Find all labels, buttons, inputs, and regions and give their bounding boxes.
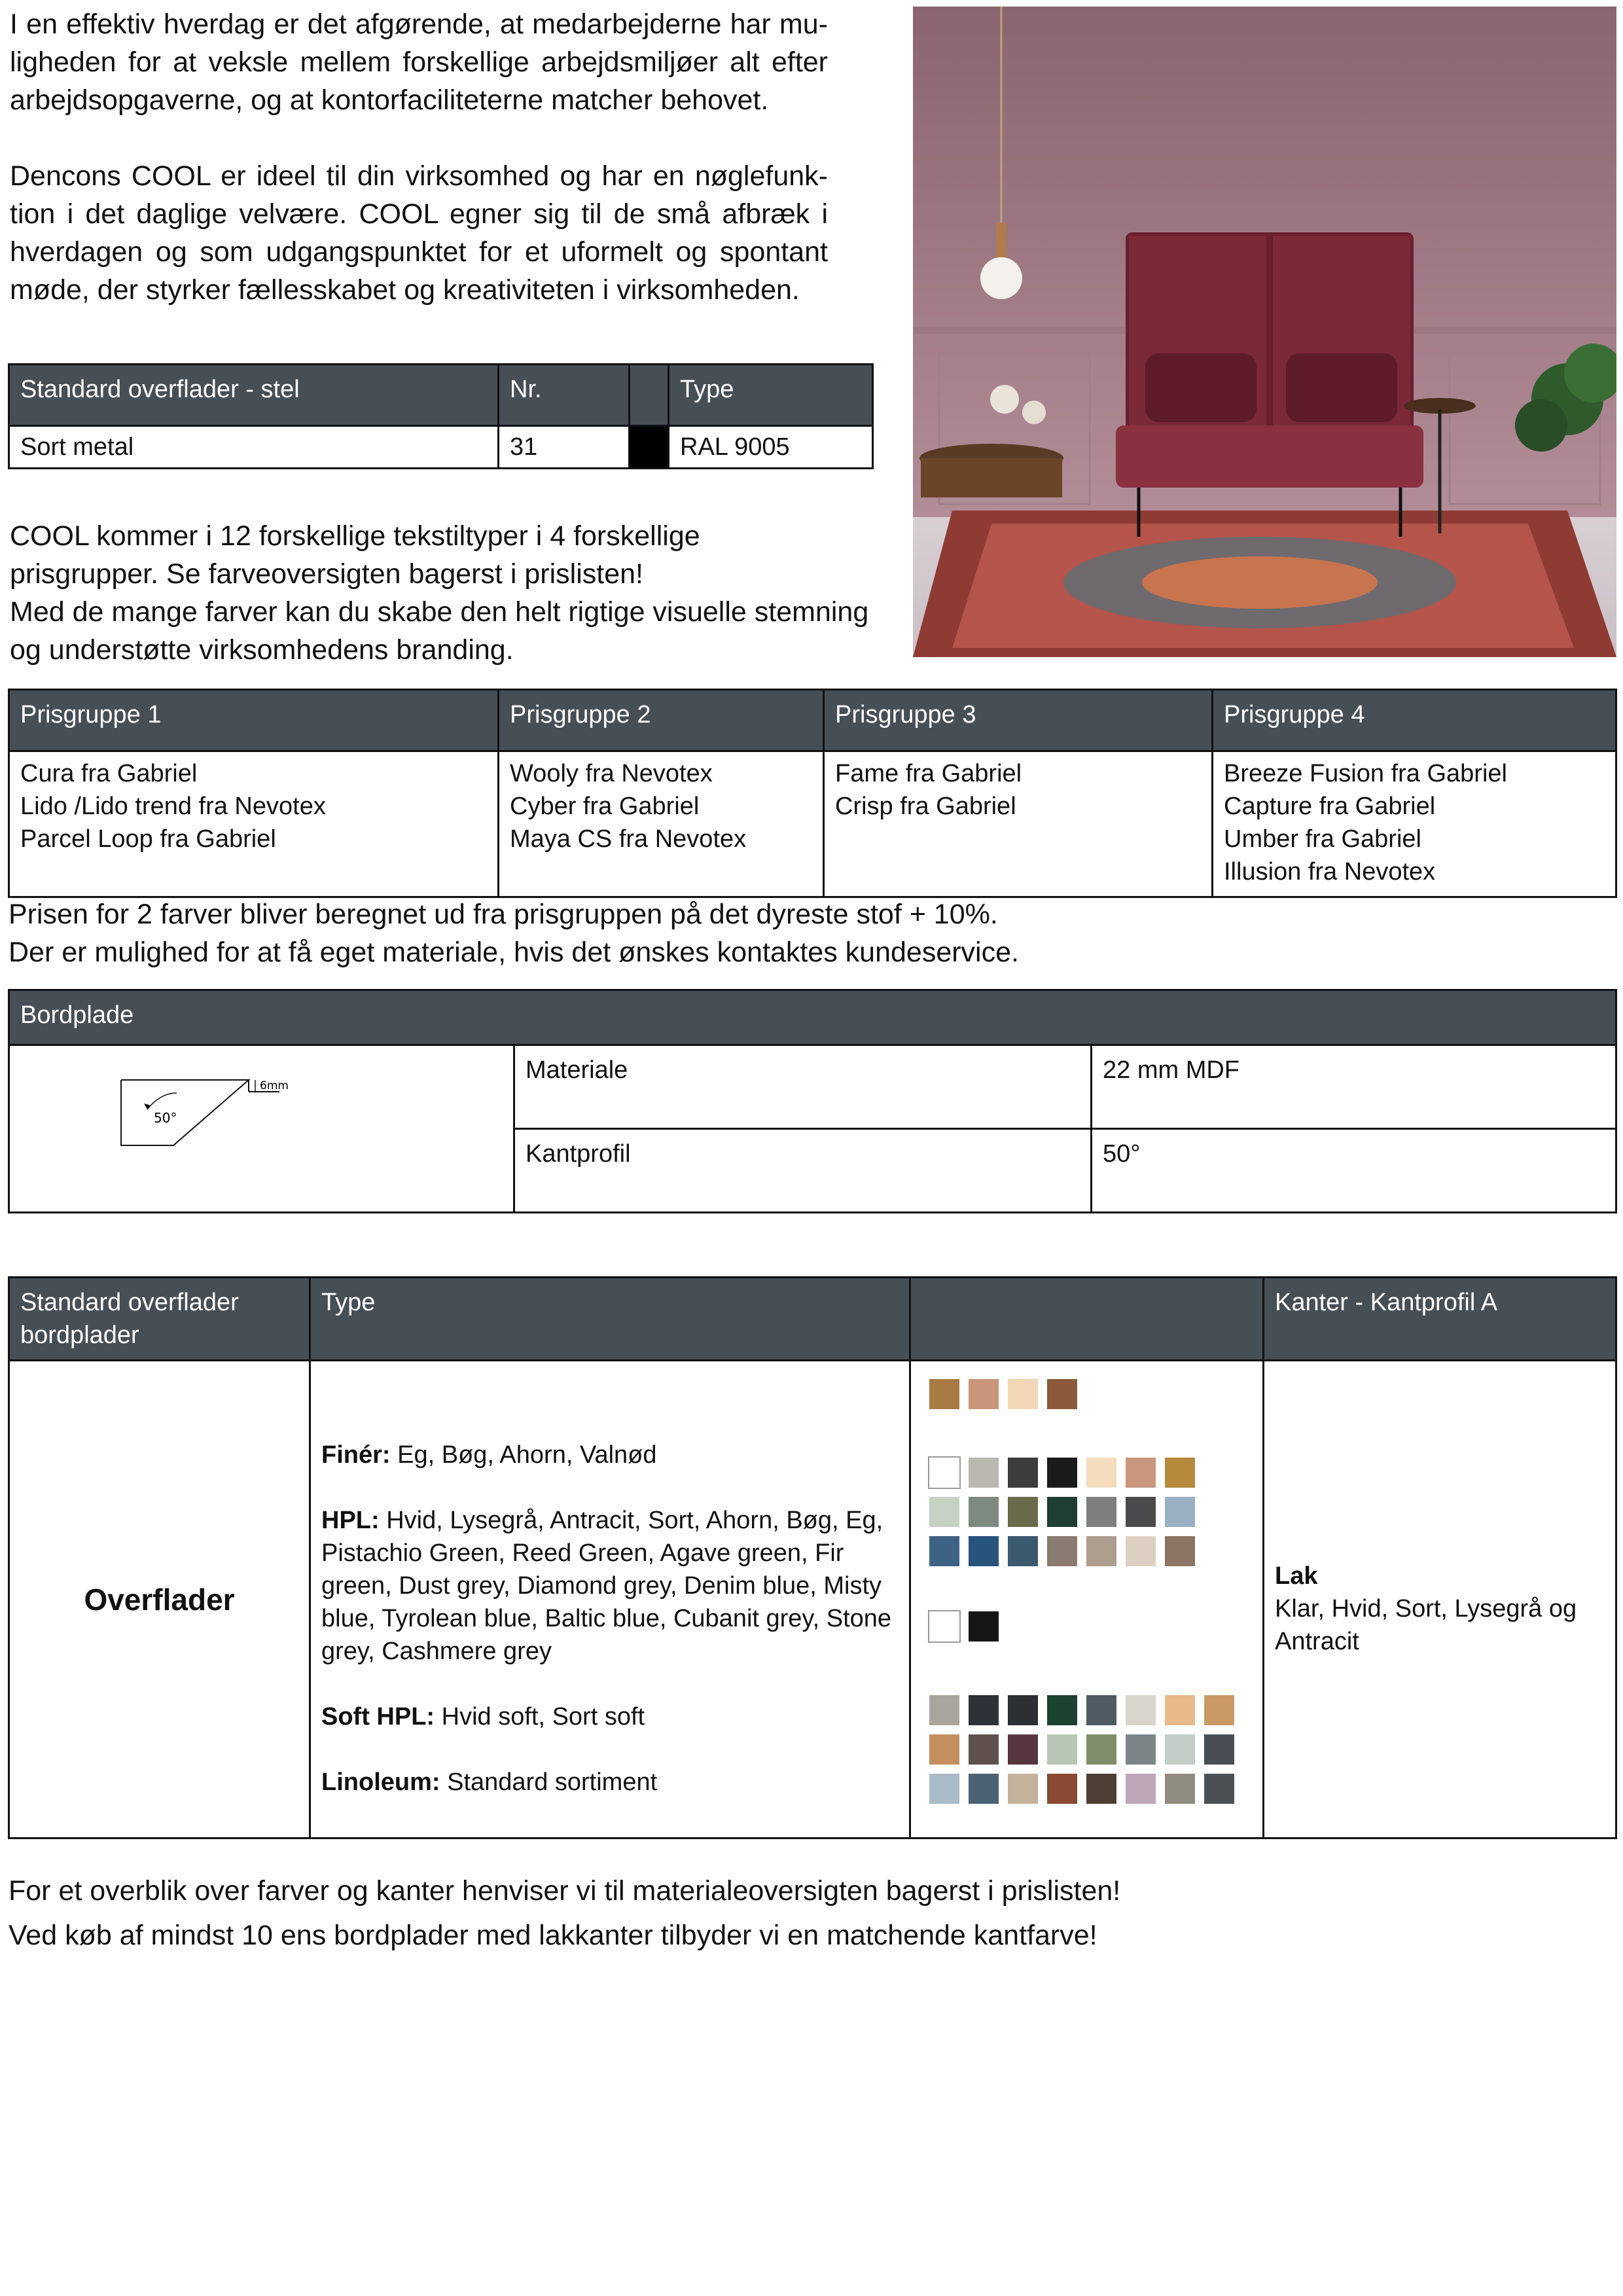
price-note-line-2: Der er mulighed for at få eget materiale, hvis det ønskes kontaktes kundeservice. (9, 937, 1019, 968)
linoleum-swatch (929, 1695, 959, 1725)
type-hpl-label: HPL: (321, 1506, 380, 1534)
edges-text: Klar, Hvid, Sort, Lysegrå og Antracit (1275, 1594, 1577, 1655)
surfaces-row-label: Overflader (9, 1361, 310, 1839)
linoleum-swatch (1086, 1774, 1116, 1804)
frame-header-nr: Nr. (499, 365, 630, 426)
hpl-swatch (1008, 1536, 1038, 1566)
hpl-swatch (1126, 1458, 1156, 1488)
frame-header-swatch (630, 365, 669, 426)
list-item: Fame fra Gabriel (835, 760, 1022, 787)
hpl-swatch (1165, 1536, 1195, 1566)
list-item: Illusion fra Nevotex (1224, 858, 1436, 886)
list-item: Cyber fra Gabriel (510, 793, 700, 820)
surfaces-header-edges: Kanter - Kantprofil A (1264, 1278, 1616, 1361)
list-item: Crisp fra Gabriel (835, 793, 1016, 820)
finer-swatch (1047, 1379, 1077, 1409)
textile-note-line-2: prisgrupper. Se farveoversigten bagerst i prislisten! (10, 558, 643, 590)
price-group-header-2: Prisgruppe 2 (499, 690, 824, 751)
footer-line-1: For et overblik over farver og kanter henviser vi til materialeoversigten bagerst i prislisten! (9, 1875, 1121, 1907)
linoleum-swatch (1165, 1774, 1195, 1804)
hpl-swatch (969, 1458, 999, 1488)
type-hpl (321, 1504, 899, 1668)
linoleum-swatch (929, 1734, 959, 1765)
intro-text (10, 5, 828, 309)
surface-swatches (910, 1361, 1264, 1839)
frame-table (8, 363, 874, 469)
tabletop-value-material: 22 mm MDF (1092, 1045, 1616, 1129)
linoleum-swatch (1047, 1695, 1077, 1725)
hpl-swatch (1086, 1536, 1116, 1566)
list-item: Parcel Loop fra Gabriel (20, 825, 276, 853)
list-item: Umber fra Gabriel (1224, 825, 1421, 853)
linoleum-swatch (969, 1695, 999, 1725)
soft-hpl-swatch (969, 1611, 999, 1641)
frame-color-swatch (630, 426, 669, 469)
surfaces-type-list (310, 1361, 910, 1839)
frame-header-type: Type (669, 365, 873, 426)
frame-type: RAL 9005 (669, 426, 873, 469)
price-group-header-4: Prisgruppe 4 (1213, 690, 1616, 751)
hpl-swatch (1086, 1458, 1116, 1488)
product-photo (913, 7, 1616, 657)
type-soft-hpl (321, 1700, 899, 1733)
type-finer-text: Eg, Bøg, Ahorn, Valnød (397, 1441, 657, 1469)
intro-paragraph-1: I en effektiv hverdag er det afgørende, at medarbejderne har muligheden for at veksle mellem forskellige arbejdsmiljøer alt efter arbejdsopgaverne, og at kontorfaciliteterne matcher behovet. (10, 9, 828, 116)
list-item: Maya CS fra Nevotex (510, 825, 747, 853)
edge-profile-icon (108, 1073, 317, 1178)
list-item: Lido /Lido trend fra Nevotex (20, 793, 326, 820)
hpl-swatch (929, 1497, 959, 1527)
hpl-swatch (1086, 1497, 1116, 1527)
surfaces-table (8, 1276, 1617, 1839)
linoleum-swatch (1008, 1774, 1038, 1804)
price-note (9, 895, 1605, 971)
type-linoleum-label: Linoleum: (321, 1768, 440, 1796)
price-group-header-1: Prisgruppe 1 (9, 690, 499, 751)
hpl-swatch (969, 1536, 999, 1566)
tabletop-header: Bordplade (9, 990, 1616, 1045)
type-linoleum (321, 1766, 899, 1799)
linoleum-swatch (1086, 1734, 1116, 1765)
footer-line-2: Ved køb af mindst 10 ens bordplader med lakkanter tilbyder vi en matchende kantfarve! (9, 1920, 1097, 1951)
hpl-swatch (1165, 1458, 1195, 1488)
frame-nr: 31 (499, 426, 630, 469)
hpl-swatch (1047, 1497, 1077, 1527)
linoleum-swatch (1126, 1695, 1156, 1725)
soft-hpl-swatch (929, 1611, 959, 1641)
hpl-swatch (1047, 1458, 1077, 1488)
price-group-4-list (1213, 751, 1616, 897)
list-item: Breeze Fusion fra Gabriel (1224, 760, 1507, 787)
tabletop-label-material: Materiale (514, 1045, 1092, 1129)
linoleum-swatch (1126, 1774, 1156, 1804)
hpl-swatch (1008, 1458, 1038, 1488)
linoleum-swatch (1086, 1695, 1116, 1725)
price-group-3-list (824, 751, 1213, 897)
hpl-swatch (1047, 1536, 1077, 1566)
finer-swatch (929, 1379, 959, 1409)
type-finer (321, 1439, 899, 1471)
surfaces-header-standard: Standard overflader bordplader (9, 1278, 310, 1361)
list-item: Wooly fra Nevotex (510, 760, 713, 787)
swatch-area (911, 1361, 1264, 1839)
textile-note-line-4: og understøtte virksomhedens branding. (10, 634, 514, 666)
finer-swatch (969, 1379, 999, 1409)
tabletop-table (8, 989, 1617, 1213)
tabletop-value-edge: 50° (1092, 1129, 1616, 1213)
linoleum-swatch (1204, 1774, 1234, 1804)
hpl-swatch (969, 1497, 999, 1527)
type-linoleum-text: Standard sortiment (447, 1768, 658, 1796)
finer-swatch (1008, 1379, 1038, 1409)
edge-profile-diagram (9, 1045, 514, 1213)
linoleum-swatch (1165, 1695, 1195, 1725)
linoleum-swatch (969, 1734, 999, 1765)
diagram-angle-label: 50° (154, 1110, 177, 1126)
linoleum-swatch (1008, 1734, 1038, 1765)
hpl-swatch (1165, 1497, 1195, 1527)
surfaces-header-swatches (910, 1278, 1264, 1361)
intro-paragraph-2: Dencons COOL er ideel til din virksomhed og har en nøglefunktion i det daglige velvære. COOL egner sig til de små afbræk i hverdagen og som udgangspunktet for et uformelt og spontant møde, der styrker fællesskabet og kreativiteten i virksomheden. (10, 160, 828, 306)
hpl-swatch (1126, 1497, 1156, 1527)
price-group-2-list (499, 751, 824, 897)
linoleum-swatch (1165, 1734, 1195, 1765)
frame-surface-name: Sort metal (9, 426, 499, 469)
linoleum-swatch (969, 1774, 999, 1804)
type-soft-hpl-text: Hvid soft, Sort soft (441, 1702, 645, 1731)
textile-note-line-1: COOL kommer i 12 forskellige tekstiltyper i 4 forskellige (10, 520, 700, 552)
textile-note-line-3: Med de mange farver kan du skabe den helt rigtige visuelle stemning (10, 596, 869, 628)
list-item: Cura fra Gabriel (20, 760, 198, 787)
tabletop-label-edge: Kantprofil (514, 1129, 1092, 1213)
frame-header-surface: Standard overflader - stel (9, 365, 499, 426)
price-note-line-1: Prisen for 2 farver bliver beregnet ud fra prisgruppen på det dyreste stof + 10%. (9, 899, 998, 930)
linoleum-swatch (1047, 1774, 1077, 1804)
linoleum-swatch (1204, 1734, 1234, 1765)
type-hpl-text: Hvid, Lysegrå, Antracit, Sort, Ahorn, Bøg, Eg, Pistachio Green, Reed Green, Agave green, Fir green, Dust grey, Diamond grey, Denim blue, Misty blue, Tyrolean blue, Baltic blue, Cubanit grey, Stone grey, Cashmere grey (321, 1506, 892, 1665)
hpl-swatch (929, 1458, 959, 1488)
surfaces-header-type: Type (310, 1278, 910, 1361)
hpl-swatch (1126, 1536, 1156, 1566)
linoleum-swatch (1008, 1695, 1038, 1725)
hpl-swatch (929, 1536, 959, 1566)
linoleum-swatch (1047, 1734, 1077, 1765)
price-group-1-list (9, 751, 499, 897)
price-group-header-3: Prisgruppe 3 (824, 690, 1213, 751)
textile-note (10, 517, 913, 669)
edges-label: Lak (1275, 1562, 1318, 1590)
type-finer-label: Finér: (321, 1441, 391, 1469)
type-soft-hpl-label: Soft HPL: (321, 1702, 435, 1731)
diagram-thickness-label: 6mm (260, 1079, 289, 1092)
footer-notes (9, 1869, 1605, 1958)
hpl-swatch (1008, 1497, 1038, 1527)
list-item: Capture fra Gabriel (1224, 793, 1436, 820)
edges-cell (1264, 1361, 1616, 1839)
linoleum-swatch (1204, 1695, 1234, 1725)
price-groups-table (8, 689, 1617, 898)
linoleum-swatch (1126, 1734, 1156, 1765)
linoleum-swatch (929, 1774, 959, 1804)
